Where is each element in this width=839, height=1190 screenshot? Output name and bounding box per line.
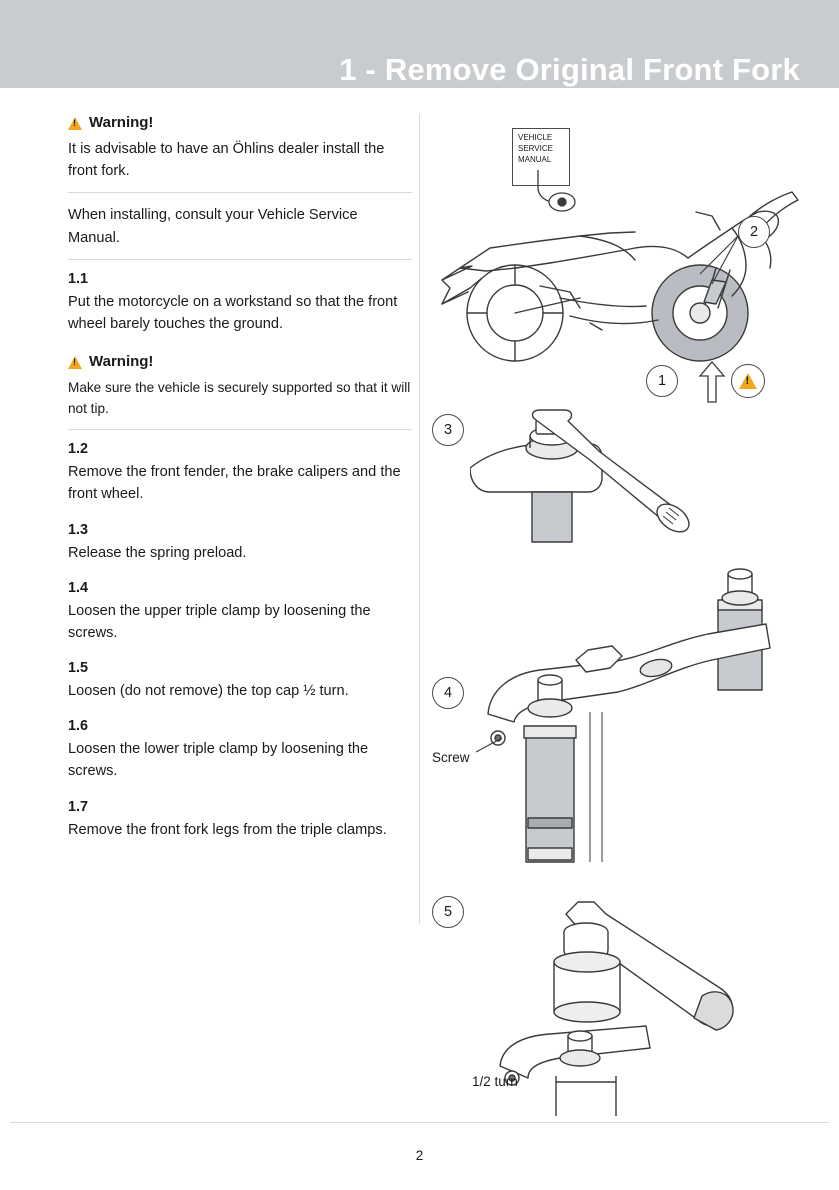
screw-label: Screw (432, 750, 470, 765)
warning-heading-text: Warning! (89, 114, 154, 131)
step-1-5 (68, 660, 412, 702)
step-text: Loosen the lower triple clamp by loosening the screws. (68, 741, 369, 780)
step-number: 1.5 (68, 660, 89, 677)
warning-triangle-icon (739, 373, 757, 389)
vsm-line-1: VEHICLE (518, 133, 553, 142)
divider-rule (68, 192, 412, 193)
step-1-6 (68, 718, 412, 782)
motorcycle-illustration (420, 108, 820, 408)
page-number: 2 (415, 1148, 424, 1163)
step-1-1 (68, 271, 412, 335)
warning-text-2: Make sure the vehicle is securely supported so that it will not tip. (68, 380, 411, 417)
warning-block-1 (68, 114, 412, 182)
vsm-line-2: SERVICE (518, 143, 553, 153)
step-text: Release the spring preload. (68, 544, 247, 561)
up-arrow-icon (692, 358, 732, 408)
warning-badge-icon (731, 364, 765, 398)
warning-triangle-icon (68, 117, 82, 130)
wrench-on-topcap-illustration (470, 408, 810, 548)
step-number: 1.6 (68, 718, 89, 735)
step-text: Loosen the upper triple clamp by loosening the screws. (68, 602, 371, 641)
warning-heading-text: Warning! (89, 353, 154, 371)
manual-pointer-icon (528, 170, 608, 220)
step-number: 1.4 (68, 579, 89, 596)
step-number: 1.3 (68, 521, 89, 538)
figure-3-wrench (420, 408, 820, 548)
step-number: 1.2 (68, 441, 89, 458)
callout-1: 1 (646, 365, 678, 397)
divider-rule (68, 429, 412, 430)
step-text: Remove the front fender, the brake calipers and the front wheel. (68, 464, 401, 503)
figure-5-half-turn (420, 896, 820, 1126)
vsm-line-3: MANUAL (518, 154, 552, 164)
callout-2: 2 (738, 216, 770, 248)
half-turn-label: 1/2 turn (472, 1074, 518, 1089)
step-1-4 (68, 580, 412, 644)
step-text: Remove the front fork legs from the triple clamps. (68, 821, 387, 838)
warning-triangle-icon (68, 356, 82, 369)
step-1-7 (68, 799, 412, 841)
step-text: Put the motorcycle on a workstand so that the front wheel barely touches the ground. (68, 293, 398, 332)
triple-clamp-illustration (470, 562, 810, 872)
service-manual-note: When installing, consult your Vehicle Service Manual. (68, 207, 358, 246)
figure-4-triple-clamp (420, 562, 820, 882)
warning-text-1: It is advisable to have an Öhlins dealer install the front fork. (68, 141, 385, 180)
figure-1-motorcycle (420, 108, 820, 418)
callout-3: 3 (432, 414, 464, 446)
warning-block-2 (68, 353, 412, 419)
page-title: 1 - Remove Original Front Fork (339, 52, 800, 87)
step-text: Loosen (do not remove) the top cap ½ turn. (68, 683, 349, 700)
callout-2-leader-line (678, 228, 748, 298)
callout-5: 5 (432, 896, 464, 928)
step-number: 1.1 (68, 270, 89, 287)
warning-heading-1 (68, 114, 412, 131)
step-1-2 (68, 441, 412, 505)
divider-rule (68, 259, 412, 260)
half-turn-illustration (470, 896, 810, 1116)
warning-heading-2 (68, 353, 412, 370)
screw-leader-line (476, 734, 526, 764)
instructions-column (68, 114, 412, 841)
page-content (0, 100, 839, 1100)
step-1-3 (68, 522, 412, 564)
step-number: 1.7 (68, 798, 89, 815)
callout-4: 4 (432, 677, 464, 709)
figures-column (420, 108, 820, 1126)
footer-divider (10, 1122, 829, 1123)
page-header-band (0, 0, 839, 88)
